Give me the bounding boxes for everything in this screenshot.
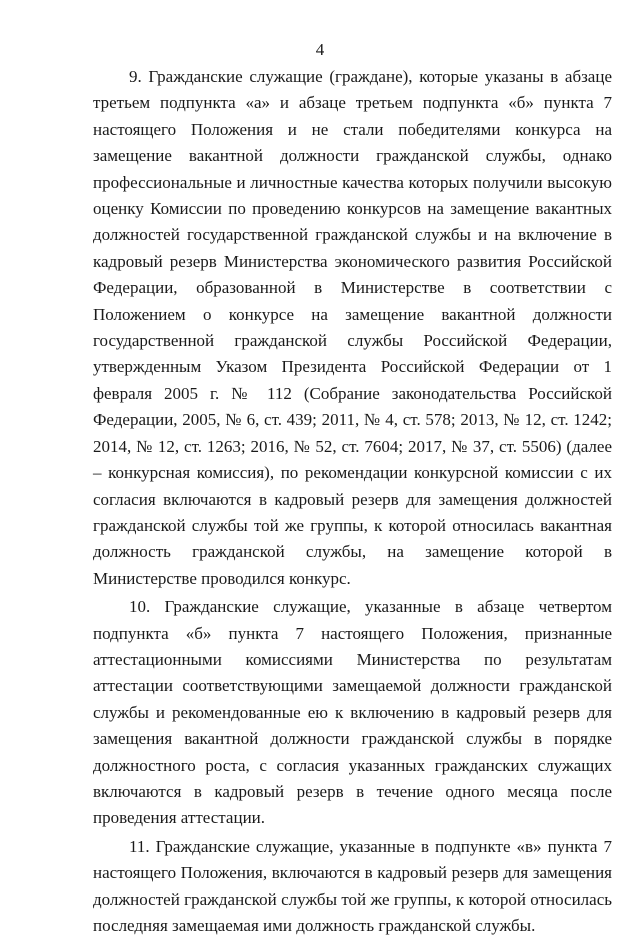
paragraph-10: 10. Гражданские служащие, указанные в абзаце четвертом подпункта «б» пункта 7 настоящего Положения, признанные аттестационными комиссиями Министерства по результатам аттестации соответствующими замещаемой должности гражданской службы и рекомендованные ею к включению в кадровый резерв для замещения вакантной должности гражданской службы в порядке должностного роста, с согласия указанных гражданских служащих включаются в кадровый резерв в течение одного месяца после проведения аттестации. (93, 597, 612, 828)
paragraph-9: 9. Гражданские служащие (граждане), которые указаны в абзаце третьем подпункта «а» и абзаце третьем подпункта «б» пункта 7 настоящего Положения и не стали победителями конкурса на замещение вакантной должности гражданской службы, однако профессиональные и личностные качества которых получили высокую оценку Комиссии по проведению конкурсов на замещение вакантных должностей государственной гражданской службы и на включение в кадровый резерв Министерства экономического развития Российской Федерации, образованной в Министерстве в соответствии с Положением о конкурсе на замещение вакантной должности государственной гражданской службы Российской Федерации, утвержденным Указом Президента Российской Федерации от 1 февраля 2005 г. № 112 (Собрание законодательства Российской Федерации, 2005, № 6, ст. 439; 2011, № 4, ст. 578; 2013, № 12, ст. 1242; 2014, № 12, ст. 1263; 2016, № 52, ст. 7604; 2017, № 37, ст. 5506) (далее – конкурсная комиссия), по рекомендации конкурсной комиссии с их согласия включаются в кадровый резерв для замещения должностей гражданской службы той же группы, к которой относилась вакантная должность гражданской службы, на замещение которой в Министерстве проводился конкурс. (93, 67, 612, 588)
page-number: 4 (315, 40, 325, 59)
paragraph-11: 11. Гражданские служащие, указанные в подпункте «в» пункта 7 настоящего Положения, включаются в кадровый резерв для замещения должностей гражданской службы той же группы, к которой относилась последняя замещаемая ими должность гражданской службы. (93, 836, 612, 935)
document-body (93, 64, 612, 939)
